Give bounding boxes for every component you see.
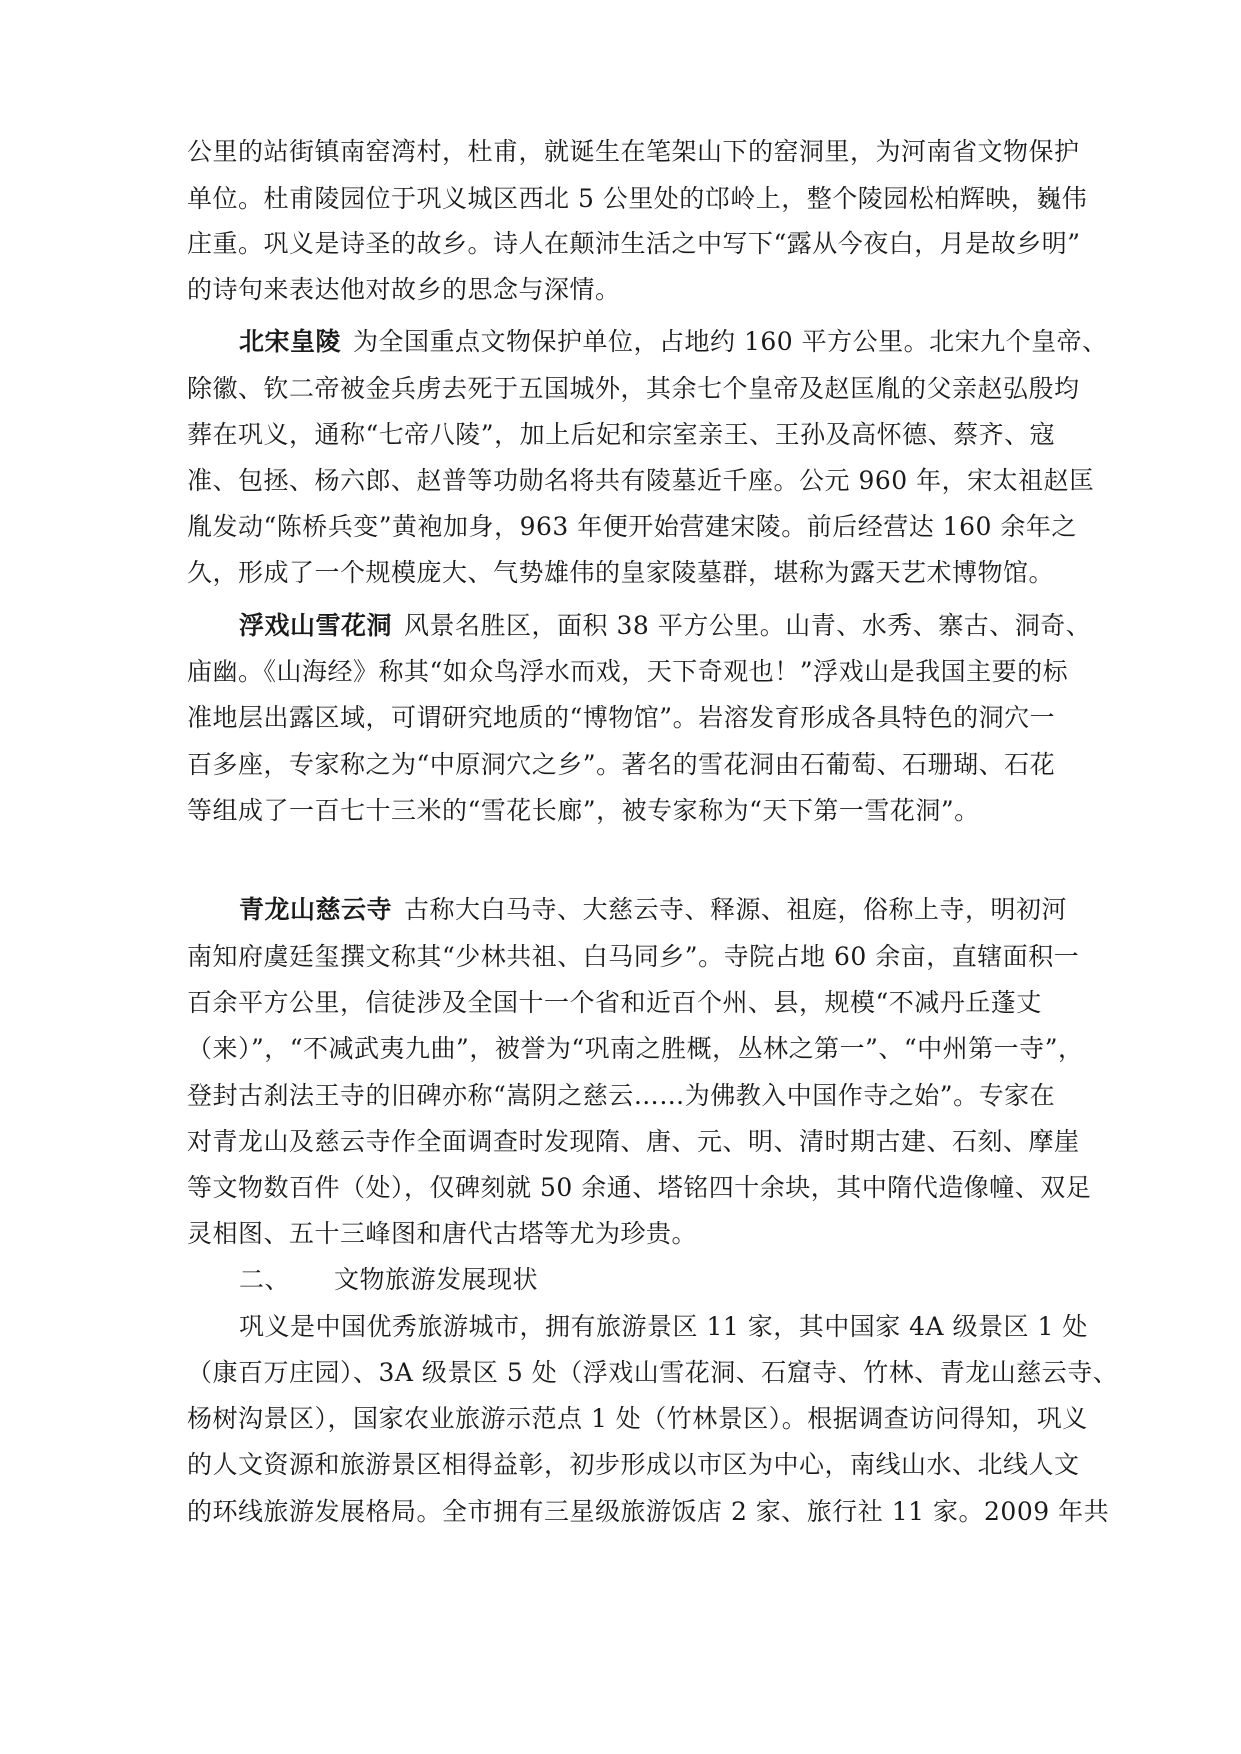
beisong-first-line <box>239 327 1108 357</box>
beisong-line: 胤发动“陈桥兵变”黄袍加身，963 年便开始营建宋陵。前后经营达 160 余年之 <box>187 512 1077 541</box>
fuxishan-line: 等组成了一百七十三米的“雪花长廊”，被专家称为“天下第一雪花洞”。 <box>187 796 980 825</box>
qinglong-line: 等文物数百件（处），仅碑刻就 50 余通、塔铭四十余块，其中隋代造像幢、双足 <box>187 1173 1092 1202</box>
qinglong-first-text: 古称大白马寺、大慈云寺、释源、祖庭，俗称上寺，明初河 <box>404 895 1068 924</box>
fuxishan-line: 庙幽。《山海经》称其“如众鸟浮水而戏，天下奇观也！”浮戏山是我国主要的标 <box>187 657 1069 686</box>
status-line: （康百万庄园）、3A 级景区 5 处（浮戏山雪花洞、石窟寺、竹林、青龙山慈云寺、 <box>187 1358 1119 1387</box>
intro-line: 单位。杜甫陵园位于巩义城区西北 5 公里处的邙岭上，整个陵园松柏辉映，巍伟 <box>187 184 1088 213</box>
fuxishan-term: 浮戏山雪花洞 <box>239 611 393 640</box>
qinglong-line: 对青龙山及慈云寺作全面调查时发现隋、唐、元、明、清时期古建、石刻、摩崖 <box>187 1127 1080 1156</box>
beisong-first-text: 为全国重点文物保护单位，占地约 160 平方公里。北宋九个皇帝、 <box>353 327 1108 356</box>
intro-line: 庄重。巩义是诗圣的故乡。诗人在颠沛生活之中写下“露从今夜白，月是故乡明” <box>187 229 1081 258</box>
intro-line: 公里的站街镇南窑湾村，杜甫，就诞生在笔架山下的窑洞里，为河南省文物保护 <box>187 137 1080 166</box>
qinglong-line: 登封古刹法王寺的旧碑亦称“嵩阴之慈云……为佛教入中国作寺之始”。专家在 <box>187 1081 1056 1110</box>
fuxishan-first-line <box>239 611 1091 641</box>
fuxishan-line: 准地层出露区域，可谓研究地质的“博物馆”。岩溶发育形成各具特色的洞穴一 <box>187 703 1056 732</box>
fuxishan-line: 百多座，专家称之为“中原洞穴之乡”。著名的雪花洞由石葡萄、石珊瑚、石花 <box>187 750 1056 779</box>
qinglong-line: 灵相图、五十三峰图和唐代古塔等尤为珍贵。 <box>187 1219 698 1248</box>
qinglong-term: 青龙山慈云寺 <box>239 895 393 924</box>
qinglong-line: （来）”，“不减武夷九曲”，被誉为“巩南之胜概，丛林之第一”、“中州第一寺”， <box>187 1034 1084 1063</box>
intro-line: 的诗句来表达他对故乡的思念与深情。 <box>187 275 621 304</box>
section-number: 二、 <box>239 1265 291 1294</box>
beisong-line: 除徽、钦二帝被金兵虏去死于五国城外，其余七个皇帝及赵匡胤的父亲赵弘殷均 <box>187 374 1080 403</box>
section-title: 文物旅游发展现状 <box>334 1265 539 1294</box>
status-first-line: 巩义是中国优秀旅游城市，拥有旅游景区 11 家，其中国家 4A 级景区 1 处 <box>239 1312 1088 1341</box>
qinglong-line: 百余平方公里，信徒涉及全国十一个省和近百个州、县，规模“不减丹丘蓬丈 <box>187 988 1042 1017</box>
beisong-term: 北宋皇陵 <box>239 327 342 356</box>
qinglong-first-line <box>239 895 1067 925</box>
status-line: 的环线旅游发展格局。全市拥有三星级旅游饭店 2 家、旅行社 11 家。2009 年共 <box>187 1497 1110 1526</box>
beisong-line: 葬在巩义，通称“七帝八陵”，加上后妃和宗室亲王、王孙及高怀德、蔡齐、寇 <box>187 420 1056 449</box>
status-line: 杨树沟景区），国家农业旅游示范点 1 处（竹林景区）。根据调查访问得知，巩义 <box>187 1404 1088 1433</box>
beisong-line: 准、包拯、杨六郎、赵普等功勋名将共有陵墓近千座。公元 960 年，宋太祖赵匡 <box>187 466 1095 495</box>
fuxishan-first-text: 风景名胜区，面积 38 平方公里。山青、水秀、寨古、洞奇、 <box>404 611 1092 640</box>
section-heading <box>239 1265 538 1295</box>
beisong-line: 久，形成了一个规模庞大、气势雄伟的皇家陵墓群，堪称为露天艺术博物馆。 <box>187 558 1055 587</box>
qinglong-line: 南知府虞廷玺撰文称其“少林共祖、白马同乡”。寺院占地 60 余亩，直辖面积一 <box>187 942 1080 971</box>
status-line: 的人文资源和旅游景区相得益彰，初步形成以市区为中心，南线山水、北线人文 <box>187 1450 1080 1479</box>
